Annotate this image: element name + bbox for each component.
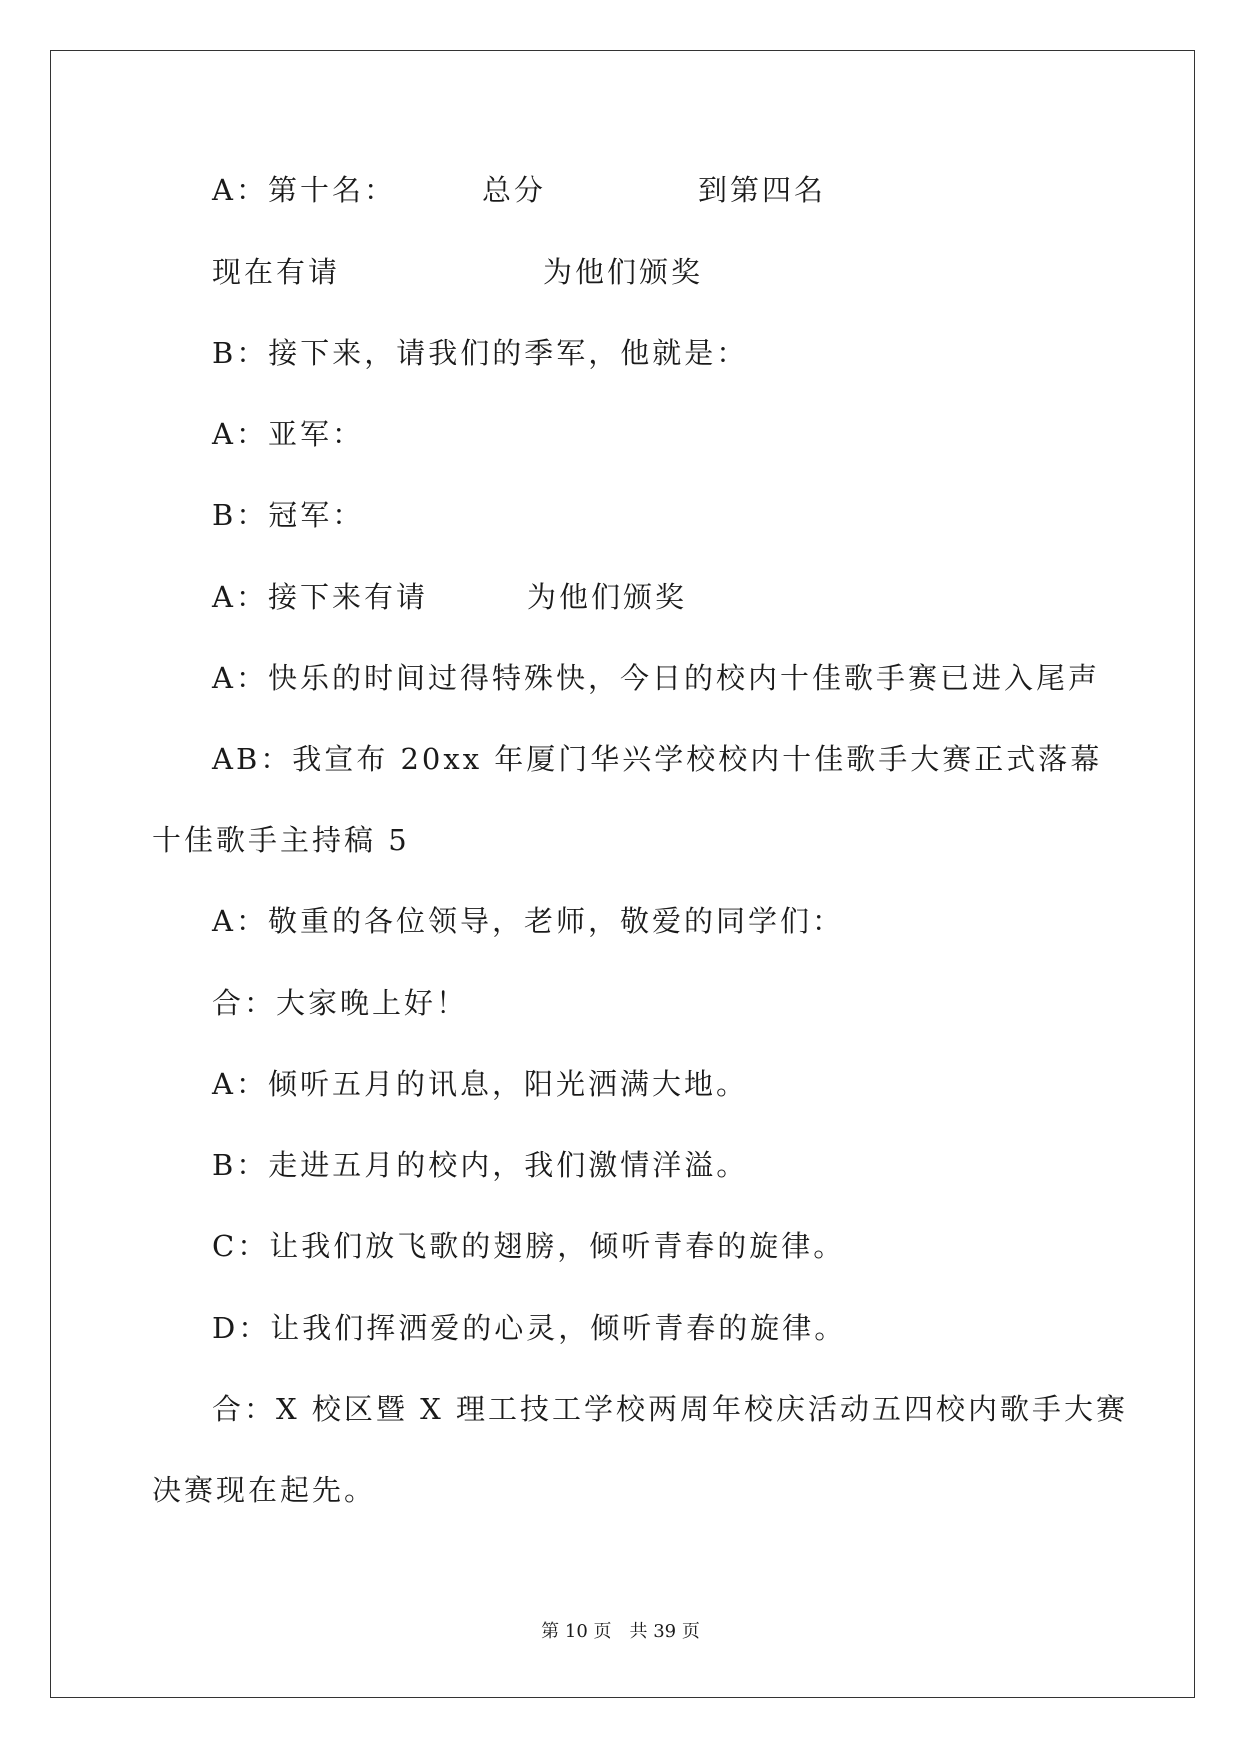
text-line: C：让我们放飞歌的翅膀，倾听青春的旋律。 [212, 1229, 846, 1263]
page-border [50, 50, 1195, 1698]
text-fragment: 总分 [482, 173, 547, 207]
text-line: D：让我们挥洒爱的心灵，倾听青春的旋律。 [212, 1311, 847, 1345]
text-line: B：走进五月的校内，我们激情洋溢。 [212, 1148, 749, 1182]
text-line: B：冠军： [212, 498, 365, 532]
text-line: A：敬重的各位领导，老师，敬爱的同学们： [212, 904, 844, 938]
text-line: 合：X 校区暨 X 理工技工学校两周年校庆活动五四校内歌手大赛 [212, 1392, 1128, 1426]
text-fragment: 为他们颁奖 [543, 255, 704, 289]
text-line: 现在有请 [212, 255, 341, 289]
text-line: B：接下来，请我们的季军，他就是： [212, 336, 749, 370]
text-line: 合：大家晚上好！ [212, 986, 469, 1020]
text-line: AB：我宣布 20xx 年厦门华兴学校校内十佳歌手大赛正式落幕 [212, 742, 1103, 776]
text-line: 决赛现在起先。 [152, 1473, 377, 1507]
text-line: A：接下来有请 [212, 580, 428, 614]
text-line: A：亚军： [212, 417, 364, 451]
text-fragment: 为他们颁奖 [527, 580, 688, 614]
text-line: A：第十名： [212, 173, 396, 207]
page-number-footer: 第 10 页 共 39 页 [541, 1621, 700, 1642]
text-fragment: 到第四名 [698, 173, 827, 207]
text-line: A：倾听五月的讯息，阳光洒满大地。 [212, 1067, 748, 1101]
section-heading: 十佳歌手主持稿 5 [152, 823, 410, 857]
text-line: A：快乐的时间过得特殊快，今日的校内十佳歌手赛已进入尾声 [212, 661, 1100, 695]
